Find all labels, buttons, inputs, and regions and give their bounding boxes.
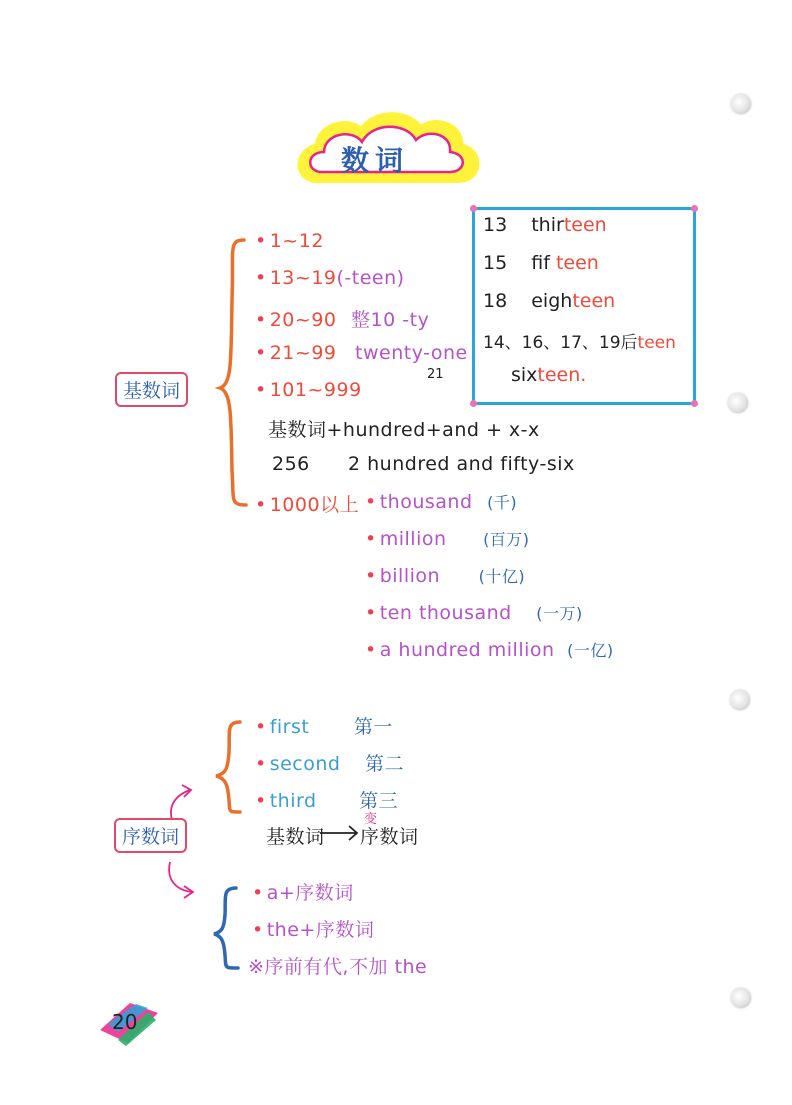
hundred-formula: 基数词+hundred+and + x-x bbox=[268, 419, 540, 441]
teen-row-2: 15 fif teen bbox=[483, 252, 599, 274]
teen-last-row: sixteen. bbox=[511, 364, 587, 386]
usage-1: • a+序数词 bbox=[252, 882, 354, 904]
usage-2: • the+序数词 bbox=[252, 919, 375, 941]
twenty-one-number: 21 bbox=[427, 367, 444, 382]
arrow-down-curve bbox=[169, 862, 192, 892]
cardinal-item-5: • 101~999 bbox=[255, 379, 362, 401]
big-number-3: • billion (十亿) bbox=[365, 565, 526, 587]
cardinal-brace bbox=[220, 240, 246, 505]
cardinal-item-2: • 13~19(-teen) bbox=[255, 267, 405, 289]
ordinal-item-3: • third 第三 bbox=[255, 790, 399, 812]
cardinal-item-3: • 20~90 整10 -ty bbox=[255, 309, 430, 331]
big-number-2: • million (百万) bbox=[365, 528, 530, 550]
ordinal-brace-bottom bbox=[214, 888, 238, 968]
conversion-from: 基数词 bbox=[266, 826, 325, 848]
usage-note: ※序前有代,不加 the bbox=[248, 956, 428, 978]
conversion-to: 序数词 bbox=[360, 826, 419, 848]
box-corner-bl bbox=[470, 400, 477, 407]
conversion-arrow bbox=[320, 826, 357, 840]
big-number-5: • a hundred million (一亿) bbox=[365, 639, 614, 661]
ordinal-item-2: • second 第二 bbox=[255, 753, 405, 775]
teen-box bbox=[472, 207, 696, 405]
page-number: 20 bbox=[112, 1010, 138, 1034]
change-mark: 变 bbox=[364, 812, 378, 827]
ordinal-item-1: • first 第一 bbox=[255, 716, 393, 738]
box-corner-br bbox=[691, 400, 698, 407]
teen-row-1: 13 thirteen bbox=[483, 214, 607, 236]
cardinal-item-1: • 1~12 bbox=[255, 230, 324, 252]
box-corner-tr bbox=[691, 205, 698, 212]
ordinal-brace-top bbox=[216, 722, 240, 812]
page-title: 数词 bbox=[341, 144, 410, 177]
ordinal-label: 序数词 bbox=[114, 818, 187, 853]
big-number-1: • thousand (千) bbox=[365, 491, 518, 513]
box-corner-tl bbox=[470, 205, 477, 212]
big-number-4: • ten thousand (一万) bbox=[365, 602, 583, 624]
teen-rule: 14、16、17、19后teen bbox=[483, 333, 676, 353]
example-number: 256 bbox=[272, 453, 310, 475]
cardinal-label: 基数词 bbox=[115, 372, 188, 407]
teen-row-3: 18 eighteen bbox=[483, 290, 616, 312]
example-words: 2 hundred and fifty-six bbox=[348, 453, 575, 475]
cardinal-item-4: • 21~99 twenty-one bbox=[255, 342, 468, 364]
cardinal-item-6: • 1000以上 bbox=[255, 494, 360, 516]
